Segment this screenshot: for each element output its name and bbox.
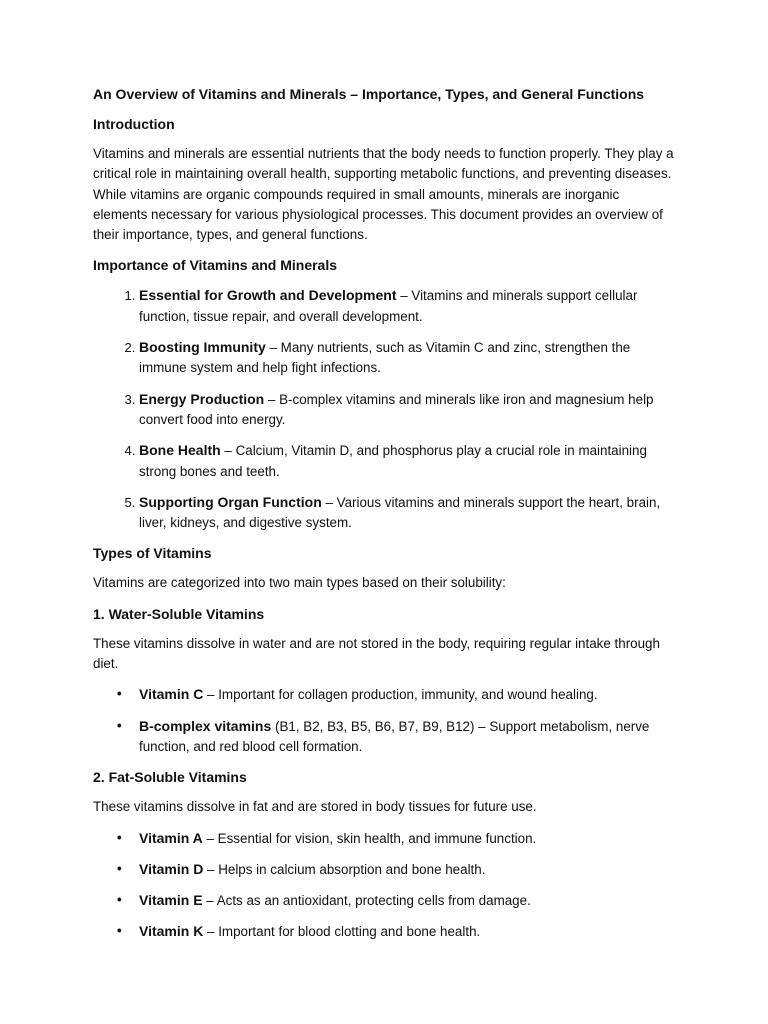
list-item [117,716,675,758]
list-item [117,828,675,849]
list-item [117,859,675,880]
bullet-icon: • [117,892,122,908]
introduction-heading: Introduction [93,116,175,132]
bullet-icon: • [117,860,122,876]
bullet-icon: • [117,829,122,845]
list-item-desc: – Many nutrients, such as Vitamin C and zinc, strengthen the immune system and help fight infections. [139,340,631,376]
document-title: An Overview of Vitamins and Minerals – Importance, Types, and General Functions [93,86,645,102]
bullet-icon: • [117,686,122,702]
list-item-term: Vitamin E [139,892,203,909]
fat-soluble-paragraph: These vitamins dissolve in fat and are stored in body tissues for future use. [93,799,537,815]
list-item-term: Vitamin D [139,860,204,877]
list-item-term: Boosting Immunity [139,339,266,356]
list-item-desc: (B1, B2, B3, B5, B6, B7, B9, B12) – Support metabolism, nerve function, and red blood cell formation. [139,718,650,754]
fat-soluble-heading: 2. Fat-Soluble Vitamins [93,769,247,786]
list-item-term: Energy Production [139,390,265,407]
list-item-desc: – Calcium, Vitamin D, and phosphorus play a crucial role in maintaining strong bones and teeth. [139,443,647,479]
list-item-desc: – Acts as an antioxidant, protecting cells from damage. [202,893,531,909]
list-item-desc: – Various vitamins and minerals support the heart, brain, liver, kidneys, and digestive system. [139,494,661,531]
water-soluble-paragraph: These vitamins dissolve in water and are not stored in the body, requiring regular intake through diet. [93,635,660,672]
list-item [139,337,675,379]
list-item-desc: – B-complex vitamins and minerals like iron and magnesium help convert food into energy. [139,391,654,427]
list-item-desc: – Important for blood clotting and bone health. [203,924,481,940]
list-item-desc: – Essential for vision, skin health, and immune function. [202,830,537,846]
list-item-desc: – Vitamins and minerals support cellular function, tissue repair, and overall development. [139,288,638,324]
list-item-term: Essential for Growth and Development [139,287,397,304]
list-item [139,492,675,534]
types-heading: Types of Vitamins [93,545,212,562]
list-item-term: Bone Health [139,442,221,459]
bullet-icon: • [117,923,122,939]
list-item [139,389,675,431]
importance-list [93,285,675,533]
list-item-desc: – Important for collagen production, immunity, and wound healing. [203,687,598,703]
list-item [139,285,675,327]
list-item-term: Vitamin K [139,923,204,940]
types-intro-paragraph: Vitamins are categorized into two main types based on their solubility: [93,575,506,591]
water-soluble-list [93,684,675,757]
fat-soluble-list [93,828,675,943]
list-item [117,921,675,942]
introduction-paragraph: Vitamins and minerals are essential nutrients that the body needs to function properly. They play a critical role in maintaining overall health, supporting metabolic functions, and preventing diseases. While vitamins are organic compounds required in small amounts, minerals are inorganic elements necessary for various physiological processes. This document provides an overview of their importance, types, and general functions. [93,146,674,243]
list-item-term: B-complex vitamins [139,717,272,734]
list-item [139,440,675,482]
list-item [117,684,675,705]
list-item-desc: – Helps in calcium absorption and bone health. [203,861,486,877]
list-item-term: Vitamin C [139,686,204,703]
list-item-term: Vitamin A [139,829,203,846]
list-item-term: Supporting Organ Function [139,493,322,510]
list-item [117,890,675,911]
bullet-icon: • [117,717,122,733]
importance-heading: Importance of Vitamins and Minerals [93,257,338,274]
water-soluble-heading: 1. Water-Soluble Vitamins [93,605,265,622]
